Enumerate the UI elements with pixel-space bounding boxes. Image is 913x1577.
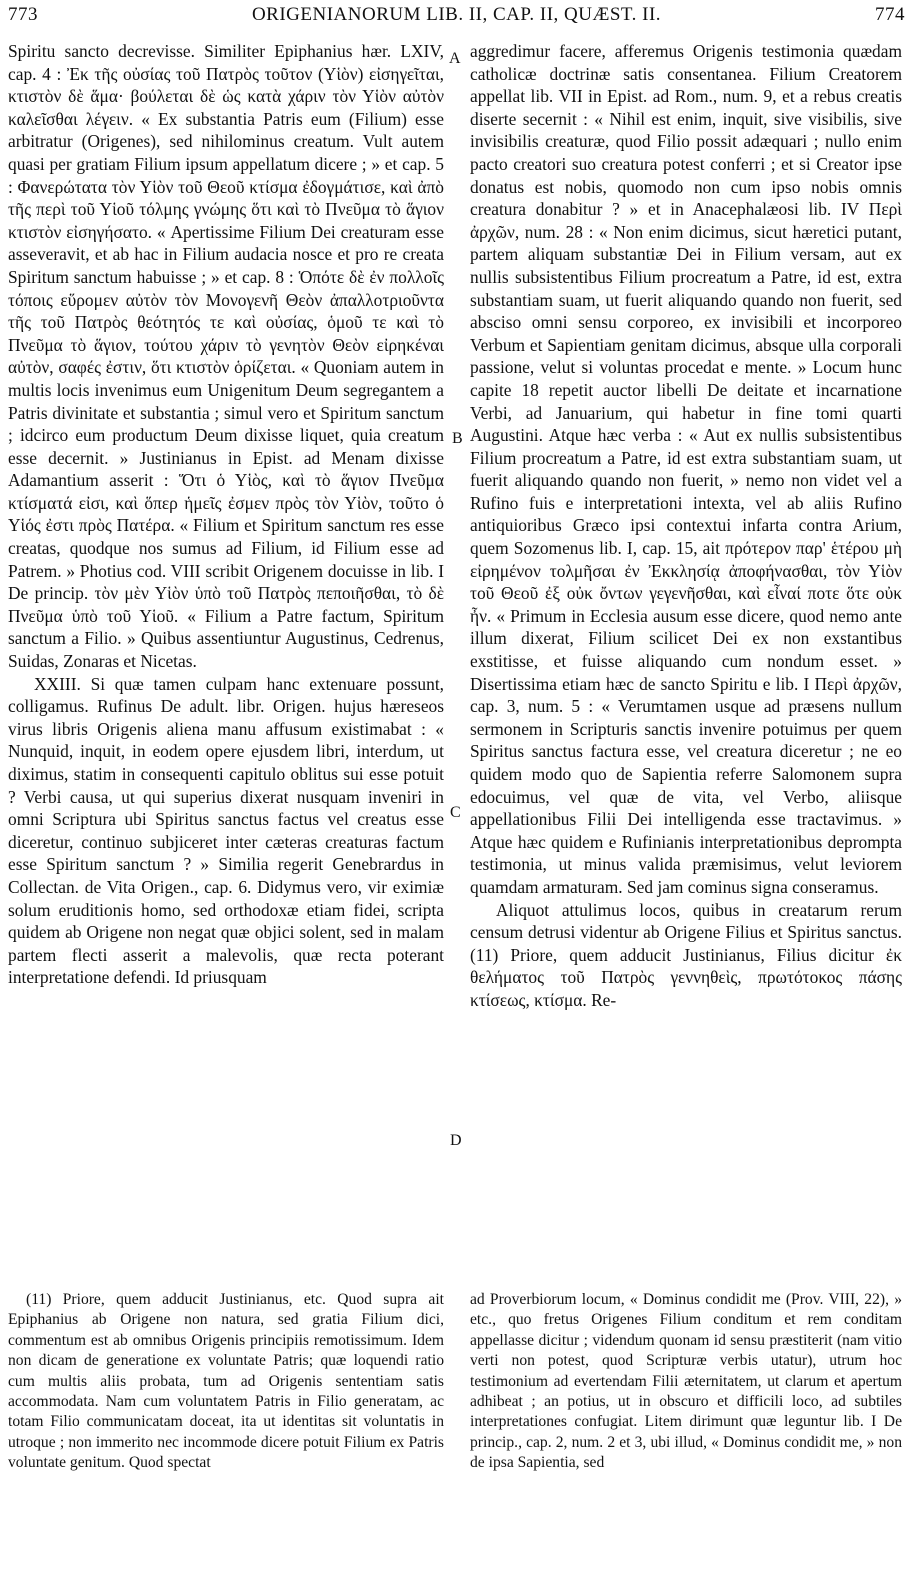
paragraph: Spiritu sancto decrevisse. Similiter Epiphanius hær. LXIV, cap. 4 : Ἐκ τῆς οὐσίας τοῦ Πατρὸς τοῦτον (Υἱὸν) εἰσηγεῖται, κτιστὸν δὲ ἅμα· βούλεται δὲ ὡς κατὰ χάριν τὸν Υἱὸν αὐτὸν καλεῖσθαι λέγειν. « Ex substantia Patris eum (Filium) esse arbitratur (Origenes), sed nihilominus creatum. Vult autem quasi per gratiam Filium ipsum appellatum dicere ; » et cap. 5 : Φανερώτατα τὸν Υἱὸν τοῦ Θεοῦ κτίσμα ἐδογμάτισε, καὶ ἀπὸ τῆς περὶ τοῦ Υἱοῦ τόλμης γνώμης ὅτι καὶ τὸ Πνεῦμα τὸ ἅγιον κτιστὸν εἰσηγήσατο. « Apertissime Filium Dei creaturam esse asseveravit, et ab hac in Filium audacia nosce et pro re creata Spiritum sanctum habuisse ; » et cap. 8 : Ὁπότε δὲ ἐν πολλοῖς τόποις εὕρομεν αὐτὸν τὸν Μονογενῆ Θεὸν ἀπαλλοτριοῦντα τῆς τοῦ Πατρὸς θεότητός τε καὶ οὐσίας, ὁμοῦ τε καὶ τὸ Πνεῦμα τὸ ἅγιον, τούτου χάριν τὸ γενητὸν Θεὸν εἰρηκέναι αὐτὸν, σαφές ἐστιν, ὅτι κτιστὸν ὁρίζεται. « Quoniam autem in multis locis invenimus eum Unigenitum Deum segregantem a Patris divinitate et substantia ; simul vero et Spiritum sanctum ; idcirco eum productum Deum dixisse liquet, quia creatum esse decernit. » Justinianus in Epist. ad Menam dixisse Adamantium asserit : Ὅτι ὁ Υἱὸς, καὶ τὸ ἅγιον Πνεῦμα κτίσματά εἰσι, καὶ ὅπερ ἡμεῖς ἐσμεν πρὸς τὸν Υἱὸν, τοῦτο ὁ Υἱός ἐστι πρὸς Πατέρα. « Filium et Spiritum sanctum res esse creatas, quodque nos sumus ad Filium, id Filium esse ad Patrem. » Photius cod. VIII scribit Origenem docuisse in lib. I De princip. τὸν μὲν Υἱὸν ὑπὸ τοῦ Πατρὸς πεποιῆσθαι, τὸ δὲ Πνεῦμα ὑπὸ τοῦ Υἱοῦ. « Filium a Patre factum, Spiritum sanctum a Filio. » Quibus assentiuntur Augustinus, Cedrenus, Suidas, Zonaras et Nicetas.: [8, 41, 444, 672]
margin-letter-b: B: [452, 430, 463, 447]
running-title: ORIGENIANORUM LIB. II, CAP. II, QUÆST. II.: [251, 4, 662, 25]
margin-letter-d: D: [450, 1132, 462, 1149]
right-column: [470, 40, 902, 1012]
left-column: [8, 40, 444, 989]
margin-letter-c: C: [450, 804, 461, 821]
running-header: [8, 4, 905, 30]
footnote-right: [470, 1290, 902, 1474]
paragraph: Aliquot attulimus locos, quibus in creatarum rerum censum detrusi videntur ab Origene Filius et Spiritus sanctus. (11) Priore, quem adducit Justinianus, Filius dicitur ἐκ θελήματος τοῦ Πατρὸς γεννηθεὶς, πρωτότοκος πάσης κτίσεως, κτίσμα. Re-: [470, 899, 902, 1010]
page-number-left: 773: [8, 4, 38, 25]
footnote-left: [8, 1290, 444, 1474]
page-number-right: 774: [875, 4, 905, 25]
footnote-text: (11) Priore, quem adducit Justinianus, etc. Quod supra ait Epiphanius ab Origene non natura, sed gratia Filium dici, commentum est ab omnibus Origenis principiis remotissimum. Idem non dicam de generatione ex voluntate Patris; quæ loquendi ratio cum multis aliis probata, tum ad Origenis sententiam satis accommodata. Nam cum voluntatem Patris in Filio generatam, ac totam Filio communicatam doceat, ita ut identitas sit voluntatis in utroque ; non immerito nec incommode dicere potuit Filium ex Patris voluntate genitum. Quod spectat: [8, 1291, 444, 1472]
footnote-text: ad Proverbiorum locum, « Dominus condidit me (Prov. VIII, 22), » etc., quo fretus Origenes Filium conditum et rem conditam appellasse dicitur ; videndum quonam id sensu præstiterit (nam vitio verti non potest, quod Scripturæ verbis utatur), utrum hoc testimonium ad evertendam Filii æternitatem, ut clarum et apertum adhibeat ; an potius, ut in obscuro et difficili loco, ad subtiles interpretationes confugiat. Litem dirimunt quæ leguntur lib. I De princip., cap. 2, num. 2 et 3, ubi illud, « Dominus condidit me, » non de ipsa Sapientia, sed: [470, 1291, 902, 1472]
paragraph: XXIII. Si quæ tamen culpam hanc extenuare possunt, colligamus. Rufinus De adult. libr. Origen. hujus hæreseos virus libris Origenis aliena manu affusum existimabat : « Nunquid, inquit, in eodem opere ejusdem libri, interdum, ut diximus, statim in consequenti capitulo oblitus sui esse potuit ? Verbi causa, ut qui superius dixerat nusquam inveniri in omni Scriptura ubi Spiritus sanctus factus vel creatus esse diceretur, continuo subjiceret inter cæteras creaturas factum esse Spiritum sanctum ? » Similia regerit Genebrardus in Collectan. de Vita Origen., cap. 6. Didymus vero, vir eximiæ solum eruditionis homo, sed orthodoxæ etiam fidei, scripta quidem ab Origene non negat quæ objici solent, sed in malam partem flecti asserit a malevolis, quæ recta poterant interpretatione defendi. Id priusquam: [8, 673, 444, 988]
paragraph: aggredimur facere, afferemus Origenis testimonia quædam catholicæ doctrinæ satis consentanea. Filium Creatorem appellat lib. VII in Epist. ad Rom., num. 9, et a rebus creatis diserte secernit : « Nihil est enim, inquit, sive visibilis, sive invisibilis creaturæ, quod Filio possit adæquari ; nullo enim pacto creatori suo creatura potest conferri ; et si Creator ipse donatus est nobis, quomodo non cum ipso nobis omnis creatura donabitur ? » et in Anacephalæosi lib. IV Περὶ ἀρχῶν, num. 28 : « Non enim dicimus, sicut hæretici putant, partem aliquam substantiæ Dei in Filium versam, aut ex nullis subsistentibus Filium procreatum a Patre, id est, extra substantiam suam, ut fuerit aliquando quando non fuerit, sed absciso omni sensu corporeo, ex invisibili et incorporeo Verbum et Sapientiam genitam dicimus, absque ulla corporali passione, velut si voluntas procedat e mente. » Locum hunc capite 18 repetit auctor libelli De deitate et incarnatione Verbi, ad Januarium, qui habetur in fine tomi quarti Augustini. Atque hæc verba : « Aut ex nullis subsistentibus Filium procreatum a Patre, id est extra substantiam suam, ut fuerit aliquando quando non fuerit, » nemo non videt vel a Rufino fuis e interpretationi intexta, vel ab aliis Rufino antiquioribus Græco ipsi contextui infarta contra Arium, quem Sozomenus lib. I, cap. 15, ait πρότερον παρ' ἑτέρου μὴ εἰρημένον τολμῆσαι ἐν Ἐκκλησίᾳ ἀποφήνασθαι, τὸν Υἱὸν τοῦ Θεοῦ ἐξ οὐκ ὄντων γεγενῆσθαι, καὶ εἶναί ποτε ὅτε οὐκ ἦν. « Primum in Ecclesia ausum esse dicere, quod nemo ante illum dixerat, Filium scilicet Dei ex non exstantibus exstitisse, et fuisse aliquando cum nondum esset. » Disertissima etiam hæc de sancto Spiritu e lib. I Περὶ ἀρχῶν, cap. 3, num. 5 : « Verumtamen usque ad præsens nullum sermonem in Scripturis sanctis invenire potuimus per quem Spiritus sanctus factura esse, vel creatura diceretur ; ne eo quidem modo quo de Sapientia referre Salomonem supra edocuimus, vel quæ de vita, vel Verbo, aliisque appellationibus Filii Dei intelligenda esse tractavimus. » Atque hæc quidem e Rufinianis interpretationibus deprompta testimonia, ut minus valida præmisimus, velut leviorem quamdam armaturam. Sed jam cominus signa conseramus.: [470, 41, 902, 897]
margin-letter-a: A: [449, 50, 461, 67]
